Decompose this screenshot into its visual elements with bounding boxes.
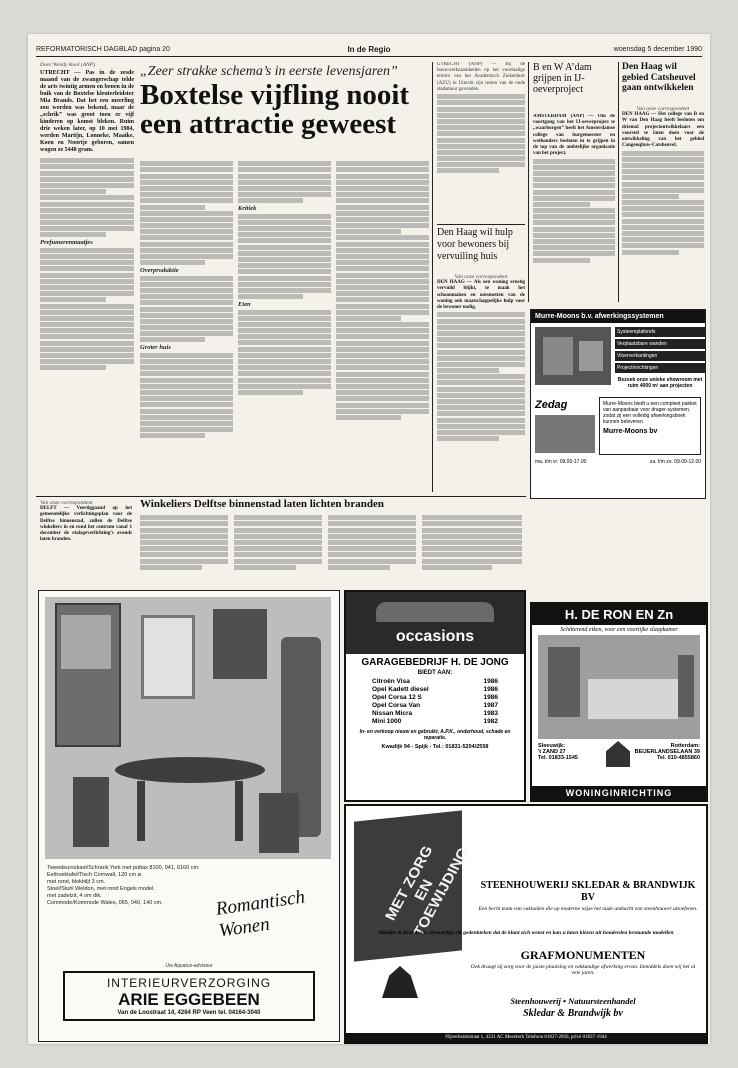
murre-item-4: Projectinrichtingen — [615, 363, 705, 373]
lead-byline: Door Wendy Kool (ANP) — [40, 62, 95, 68]
garage-name: GARAGEBEDRIJF H. DE JONG — [361, 657, 509, 668]
deron-left-tel: Tel. 01833-1545 — [538, 755, 578, 761]
delft-story-col2 — [140, 514, 228, 586]
murre-box: Murre-Moons biedt u een compleet pakket van aanpasbaar voor drager-systemen, zodat zij een volledig afwerkingsboek kunnen beleveren — [603, 401, 697, 425]
murre-box-name: Murre-Moons bv — [603, 428, 658, 435]
murre-hours-left: ma. t/m vr. 09.00-17.00 — [535, 459, 587, 465]
denhaag-hulp-headline — [437, 224, 525, 263]
column-rule — [432, 62, 433, 492]
denhaag1-byline: Van onze correspondent — [454, 274, 508, 280]
utrecht-story — [437, 62, 525, 217]
car-icon — [376, 602, 494, 622]
furniture-line-5: met zadelzit, 4 om dik. — [47, 893, 102, 899]
furniture-photo — [45, 597, 331, 859]
murre-photo-2 — [535, 415, 595, 453]
denhaag2-title: Den Haag wil gebied Catsheuvel gaan ontwikkelen — [622, 62, 696, 93]
bw-headline — [533, 62, 613, 95]
delft-story-col1 — [40, 500, 132, 585]
section-title: In de Regio — [347, 45, 391, 54]
column-rule-3 — [618, 62, 619, 302]
deron-right-town: Rotterdam: — [670, 743, 700, 749]
page-header — [36, 44, 702, 57]
deron-addresses — [532, 741, 706, 781]
stone-graf: GRAFMONUMENTEN — [520, 948, 646, 962]
lead-story-col3 — [238, 160, 331, 490]
bw-story — [533, 114, 615, 304]
garage-address: Kwadijk 94 - Spijk - Tel.: 01831-5204/2558 — [381, 744, 489, 750]
subhead-2: Overproduktie — [140, 267, 179, 275]
denhaag1-lead: DEN HAAG — Als een woning ernstig vervuild blijkt, te maak het schoonmaken en ontsmetten van de woning ook maatschappelijke hulp voor de bewoner nodig. — [437, 280, 525, 311]
stone-body: Skledar & Brandwijk vervaardigt elk gedenkteken dat de klant zich wenst en kan u laten kiezen uit honderden bestaande modellen — [378, 930, 674, 936]
ad-de-ron — [530, 602, 708, 802]
stone-footer1: Steenhouwerij • Natuursteenhandel — [510, 996, 636, 1006]
car-row: Opel Kadett diesel 1986 — [372, 686, 498, 693]
car-row: Nissan Micra 1983 — [372, 710, 498, 717]
subhead-3: Groter huis — [140, 344, 171, 352]
section-rule — [36, 496, 526, 497]
car-row: Opel Corsa 12 S 1986 — [372, 694, 498, 701]
lead-kicker: „Zeer strakke schema’s in eerste levensjaren” — [140, 64, 398, 79]
murre-item-1: Systeemplafonds — [615, 327, 705, 337]
lead-story-col2 — [140, 160, 233, 490]
body-text-lines — [40, 158, 134, 370]
garage-car-list — [346, 678, 524, 726]
car-row: Citroën Visa 1986 — [372, 678, 498, 685]
denhaag2-lead: DEN HAAG — Het college van B en W van Den Haag heeft besloten om driemal projectontwikkelaars een voorstel te laten doen voor de ontwikkeling van het gebied Cangenqhuw-Catsheuvel. — [622, 112, 704, 149]
bedroom-photo — [538, 635, 700, 739]
gravestone-text: MET ZORG EN TOEWIJDING — [382, 843, 473, 940]
catsheuvel-headline — [622, 62, 704, 94]
eggebeen-address: Van de Loostraat 14, 4264 RP Veen tel. 04164-3040 — [117, 1010, 261, 1016]
issue-date: woensdag 5 december 1990 — [613, 46, 702, 53]
lead-title: Boxtelse vijfling nooit een attractie geweest — [140, 79, 410, 140]
ad-murre-moons — [530, 309, 706, 499]
bw-title: B en W A’dam grijpen in IJ-oeverproject — [533, 62, 592, 95]
stone-sub: Een hecht team van vakluiden die op moderne wijze het oude ambacht van steenhouwer uitoefenen. — [478, 906, 698, 912]
gravestone-photo — [354, 810, 473, 961]
garage-header — [346, 592, 524, 654]
aquatus-line: Uw Aquatus-adviseur — [165, 963, 213, 969]
denhaag-hulp-story — [437, 274, 525, 489]
denhaag2-byline: Van onze correspondent — [636, 106, 690, 112]
murre-item-2: Verplaatsbare wanden — [615, 339, 705, 349]
furniture-line-2: Eethoektafel/Tisch Cornwall, 120 cm ø. — [47, 872, 143, 878]
deron-left-town: Sleeuwijk: — [538, 743, 565, 749]
ad-steenhouwerij — [344, 804, 708, 1044]
eggebeen-box — [63, 971, 315, 1021]
deron-title: H. DE RON EN Zn — [532, 604, 706, 625]
delft-byline: Van onze correspondent — [40, 500, 93, 506]
eggebeen-name1: INTERIEURVERZORGING — [106, 976, 272, 990]
ad-interieur-eggebeen — [38, 590, 340, 1042]
furniture-line-3: met rond, blokbiljt 3 cm. — [47, 879, 106, 885]
subhead-5: Eten — [238, 301, 251, 309]
delft-title: Winkeliers Delftse binnenstad laten lichten branden — [140, 498, 384, 510]
furniture-line-6: Commode/Kommode Wales, 065, 040, 140 cm. — [47, 900, 163, 906]
lead-story-col4 — [336, 160, 429, 490]
delft-story-col4 — [328, 514, 416, 586]
subhead-4: Kritiek — [238, 205, 257, 213]
deron-tagline: Schitterend eiken, voor een voortijke slaapkamer — [560, 627, 678, 633]
car-row: Opel Corsa Van 1987 — [372, 702, 498, 709]
stone-graf-text: Ook draagt zij zorg voor de juiste plaatsing en vakkundige afwerking ervan. Inmiddels doen wij het al vele jaren. — [470, 964, 696, 976]
lead-headline-block — [140, 64, 430, 139]
bw-lead: AMSTERDAM (ANP) — Om de voortgang van het IJ-oeverproject te „waarborgen” heeft het Amsterdamse college van burgemeester en wethouders besloten in te grijpen in de top van de ambtelijke organisatie van het project. — [533, 114, 615, 157]
murre-title: Murre-Moons b.v. afwerkingssystemen — [531, 310, 705, 323]
newspaper-page — [28, 34, 710, 1044]
paper-name: REFORMATORISCH DAGBLAD pagina 20 — [36, 46, 170, 53]
ad-garage-de-jong — [344, 590, 526, 802]
subhead-1: Prefumerenmaatjes — [40, 239, 93, 247]
murre-item-3: Vloerverkantingen — [615, 351, 705, 361]
delft-story-col5 — [422, 514, 522, 586]
lead-story-col1 — [40, 62, 134, 494]
stone-address: Nijverheidsstraat 1, 4231 AC Meerkerk Telefoon 01837-2056, privé 01837-1944 — [346, 1033, 706, 1042]
romantisch-wonen-script: Romantisch Wonen — [214, 886, 307, 942]
furniture-line-4: Stoel/Stuhl Weldon, met rond Engels model. — [47, 886, 155, 892]
murre-photo — [535, 327, 611, 385]
column-rule-2 — [528, 62, 529, 302]
garage-note: In- en verkoop nieuw en gebruikt, A.P.K., onderhoud, schade en reparatie. — [359, 729, 511, 741]
stone-text-block — [476, 880, 700, 912]
murre-brand: Zedag — [535, 399, 568, 411]
deron-right-tel: Tel. 010-4855860 — [656, 755, 700, 761]
deron-left-addr: 't ZAND 27 — [538, 749, 566, 755]
denhaag1-title: Den Haag wil hulp voor bewoners bij vervuiling huis — [437, 227, 513, 262]
car-row: Mini 1000 1982 — [372, 718, 498, 725]
deron-right-addr: BEIJERLANDSELAAN 39 — [634, 749, 700, 755]
stonemason-icon — [382, 966, 418, 998]
furniture-desc — [47, 865, 217, 907]
murre-hours-right: za. t/m zo. 09.00-12.00 — [649, 459, 701, 465]
delft-story-col3 — [234, 514, 322, 586]
garage-biedt: BIEDT AAN: — [417, 670, 453, 676]
catsheuvel-story — [622, 106, 704, 304]
delft-lead: DELFT — Veertiggaand op het gemeentelijke verlichtingsplan voor de Delftse binnenstad, zullen de Delftse winkeliers in en rond het centrum vanaf 1 december de etalageverlichting’s avonds laten branden. — [40, 506, 132, 543]
lead-paragraph: UTRECHT — Pas in de zesde maand van de zwangerschap telde de arts twintig armen en benen in de buik van de Boxtelse kleuterleidster Mia Brands. Dat het een meerling zou worden was bekend, maar de „schrik” was groot toen er vijf kinderen op komst bleken. Ruim drie weken later, op 10 mei 1984, werden Martijn, Lonneke, Maaike, Koen en Noortje geboren, samen wogen ze 5440 gram. — [40, 70, 134, 154]
utrecht-lead: UTRECHT (ANP) — Bij de bouwwerkzaamheden op het voormalige terrein van het Academisch Ziekenhuis (AZU) in Utrecht zijn resten van de oude stadsmuur gevonden. — [437, 62, 525, 92]
eggebeen-name2: ARIE EGGEBEEN — [118, 990, 260, 1009]
house-icon — [606, 741, 630, 767]
stone-title: STEENHOUWERIJ SKLEDAR & BRANDWIJK BV — [480, 880, 696, 903]
garage-top: occasions — [395, 628, 475, 645]
murre-slogan: Bezoek onze unieke showroom met ruim 4000 m² aan projecten — [617, 377, 703, 389]
stone-footer2: Skledar & Brandwijk bv — [523, 1008, 623, 1019]
furniture-line-1: Tweedeursskast/Schrank York met puttax 8100, 041, 6160 cm. — [47, 865, 200, 871]
deron-banner: WONINGINRICHTING — [532, 786, 706, 800]
